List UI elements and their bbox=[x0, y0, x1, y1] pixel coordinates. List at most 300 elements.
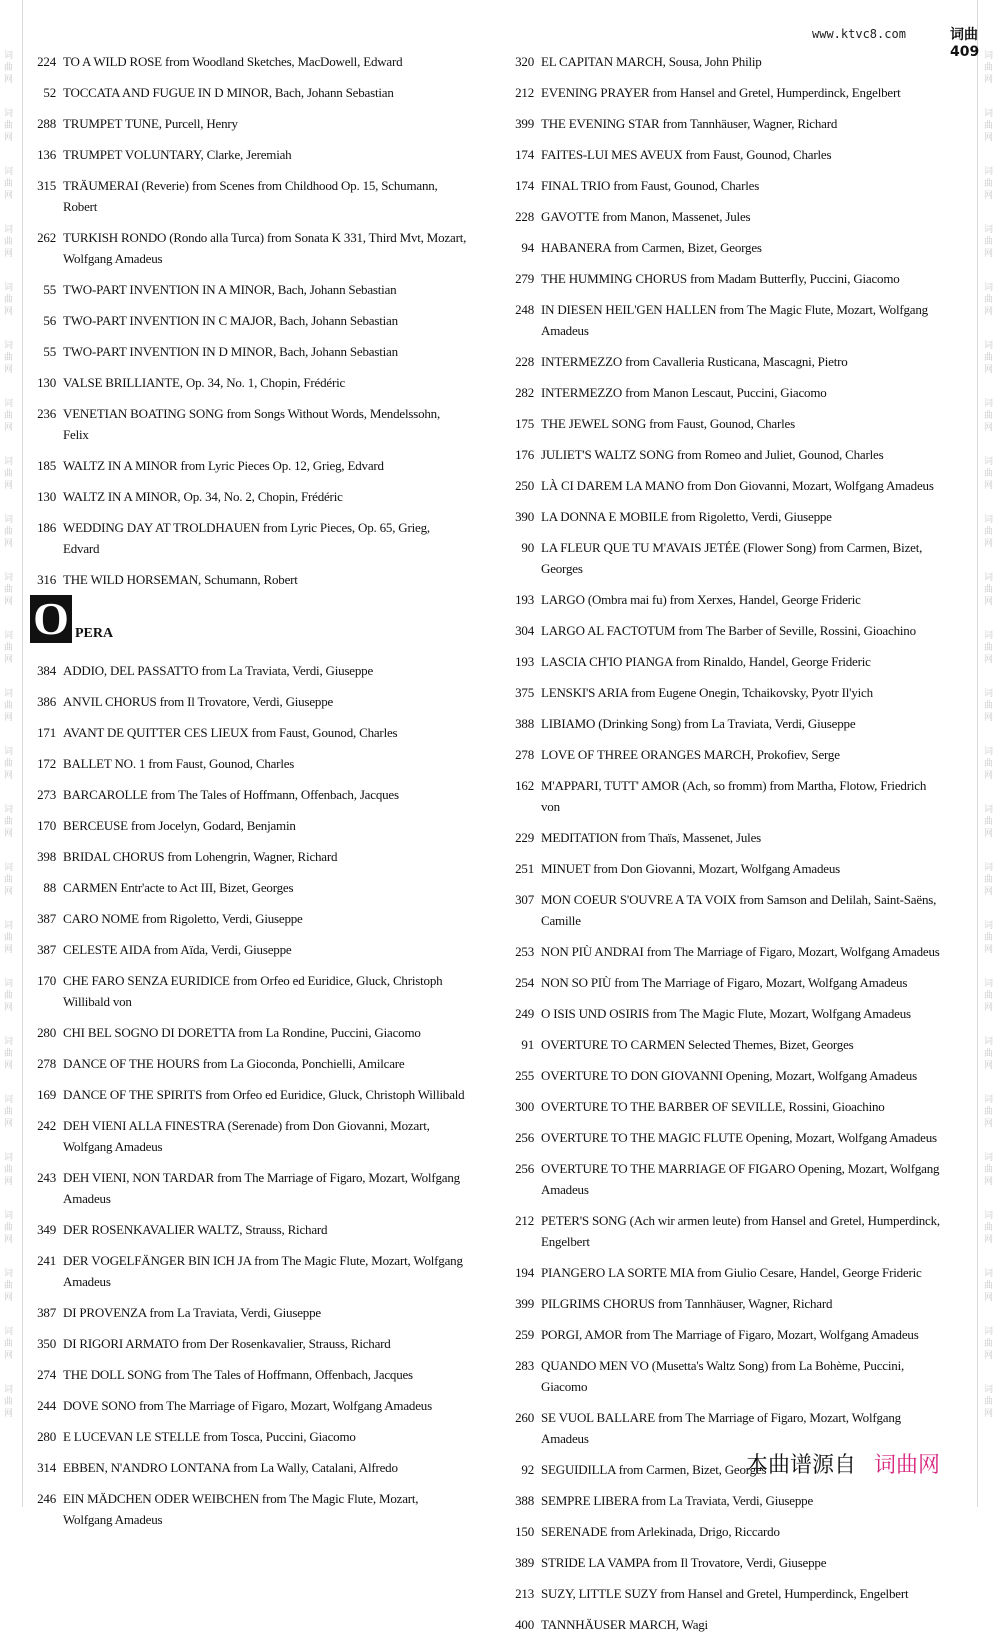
entry-page-number: 387 bbox=[37, 1305, 56, 1320]
entry-title: BARCAROLLE from The Tales of Hoffmann, Offenbach, Jacques bbox=[63, 787, 399, 802]
entry-title: DANCE OF THE HOURS from La Gioconda, Ponchielli, Amilcare bbox=[63, 1056, 405, 1071]
watermark-glyph: 词曲网 bbox=[4, 979, 14, 1013]
watermark-glyph: 词曲网 bbox=[4, 341, 14, 375]
watermark-glyph: 词曲网 bbox=[4, 689, 14, 723]
entry-title: HABANERA from Carmen, Bizet, Georges bbox=[541, 240, 762, 255]
index-entry bbox=[506, 620, 946, 641]
index-entry bbox=[506, 1127, 946, 1148]
entry-title: DANCE OF THE SPIRITS from Orfeo ed Euridice, Gluck, Christoph Willibald bbox=[63, 1087, 465, 1102]
watermark-glyph: 词曲网 bbox=[4, 457, 14, 491]
entry-page-number: 349 bbox=[37, 1222, 56, 1237]
entry-title: FAITES-LUI MES AVEUX from Faust, Gounod, Charles bbox=[541, 147, 832, 162]
watermark-glyph: 词曲网 bbox=[984, 457, 994, 491]
watermark-glyph: 词曲网 bbox=[984, 1153, 994, 1187]
index-entry bbox=[28, 310, 468, 331]
entry-page-number: 307 bbox=[515, 892, 534, 907]
watermark-glyph: 词曲网 bbox=[984, 341, 994, 375]
entry-page-number: 92 bbox=[521, 1462, 534, 1477]
left-watermark-strip bbox=[4, 50, 18, 1442]
entry-page-number: 248 bbox=[515, 302, 534, 317]
entry-title: BRIDAL CHORUS from Lohengrin, Wagner, Richard bbox=[63, 849, 338, 864]
drop-cap: O bbox=[30, 595, 72, 643]
entry-page-number: 176 bbox=[515, 447, 534, 462]
index-entry bbox=[28, 1250, 468, 1292]
index-entry bbox=[28, 1167, 468, 1209]
entry-page-number: 213 bbox=[515, 1586, 534, 1601]
entry-page-number: 243 bbox=[37, 1170, 56, 1185]
entry-title: VENETIAN BOATING SONG from Songs Without Words, Mendelssohn, Felix bbox=[63, 406, 441, 442]
watermark-glyph: 词曲网 bbox=[984, 863, 994, 897]
entry-page-number: 316 bbox=[37, 572, 56, 587]
entry-page-number: 212 bbox=[515, 85, 534, 100]
entry-page-number: 282 bbox=[515, 385, 534, 400]
entry-page-number: 88 bbox=[43, 880, 56, 895]
entry-page-number: 193 bbox=[515, 592, 534, 607]
entry-title: OVERTURE TO DON GIOVANNI Opening, Mozart, Wolfgang Amadeus bbox=[541, 1068, 917, 1083]
entry-page-number: 224 bbox=[37, 54, 56, 69]
entry-page-number: 244 bbox=[37, 1398, 56, 1413]
watermark-glyph: 词曲网 bbox=[984, 979, 994, 1013]
entry-page-number: 280 bbox=[37, 1429, 56, 1444]
entry-title: SEMPRE LIBERA from La Traviata, Verdi, Giuseppe bbox=[541, 1493, 814, 1508]
index-entry bbox=[506, 82, 946, 103]
entry-title: DER ROSENKAVALIER WALTZ, Strauss, Richard bbox=[63, 1222, 328, 1237]
entry-title: THE WILD HORSEMAN, Schumann, Robert bbox=[63, 572, 298, 587]
entry-page-number: 387 bbox=[37, 911, 56, 926]
index-entry bbox=[28, 82, 468, 103]
entry-title: TURKISH RONDO (Rondo alla Turca) from Sonata K 331, Third Mvt, Mozart, Wolfgang Amadeus bbox=[63, 230, 467, 266]
index-entry bbox=[506, 144, 946, 165]
entry-title: SEGUIDILLA from Carmen, Bizet, Georges bbox=[541, 1462, 767, 1477]
index-entry bbox=[506, 1407, 946, 1449]
watermark-glyph: 词曲网 bbox=[984, 689, 994, 723]
entry-title: DI RIGORI ARMATO from Der Rosenkavalier, Strauss, Richard bbox=[63, 1336, 391, 1351]
watermark-glyph: 词曲网 bbox=[984, 631, 994, 665]
right-margin bbox=[977, 0, 1000, 1507]
entry-page-number: 280 bbox=[37, 1025, 56, 1040]
entry-title: CHE FARO SENZA EURIDICE from Orfeo ed Euridice, Gluck, Christoph Willibald von bbox=[63, 973, 443, 1009]
index-entry bbox=[28, 939, 468, 960]
entry-page-number: 279 bbox=[515, 271, 534, 286]
index-entry bbox=[28, 784, 468, 805]
watermark-glyph: 词曲网 bbox=[4, 167, 14, 201]
entry-title: TWO-PART INVENTION IN D MINOR, Bach, Johann Sebastian bbox=[63, 344, 398, 359]
index-entry bbox=[506, 889, 946, 931]
watermark-glyph: 词曲网 bbox=[984, 1327, 994, 1361]
index-entry bbox=[28, 877, 468, 898]
index-entry bbox=[28, 341, 468, 362]
entry-page-number: 130 bbox=[37, 375, 56, 390]
entry-page-number: 386 bbox=[37, 694, 56, 709]
entry-title: LOVE OF THREE ORANGES MARCH, Prokofiev, Serge bbox=[541, 747, 840, 762]
index-entry bbox=[506, 1355, 946, 1397]
entry-page-number: 171 bbox=[37, 725, 56, 740]
entry-page-number: 249 bbox=[515, 1006, 534, 1021]
index-entry bbox=[28, 908, 468, 929]
entry-title: FINAL TRIO from Faust, Gounod, Charles bbox=[541, 178, 760, 193]
entry-title: EVENING PRAYER from Hansel and Gretel, Humperdinck, Engelbert bbox=[541, 85, 901, 100]
index-entry bbox=[506, 1262, 946, 1283]
entry-title: NON PIÙ ANDRAI from The Marriage of Figaro, Mozart, Wolfgang Amadeus bbox=[541, 944, 940, 959]
watermark-glyph: 词曲网 bbox=[984, 1037, 994, 1071]
entry-page-number: 150 bbox=[515, 1524, 534, 1539]
watermark-glyph: 词曲网 bbox=[984, 1211, 994, 1245]
index-entry bbox=[28, 753, 468, 774]
entry-title: LENSKI'S ARIA from Eugene Onegin, Tchaikovsky, Pyotr Il'yich bbox=[541, 685, 873, 700]
index-entry bbox=[506, 1552, 946, 1573]
opera-index-list bbox=[28, 660, 468, 1540]
page-number: 词曲409 bbox=[950, 27, 980, 60]
entry-page-number: 262 bbox=[37, 230, 56, 245]
entry-title: PILGRIMS CHORUS from Tannhäuser, Wagner, Richard bbox=[541, 1296, 833, 1311]
entry-title: LA FLEUR QUE TU M'AVAIS JETÉE (Flower Song) from Carmen, Bizet, Georges bbox=[541, 540, 923, 576]
index-entry bbox=[28, 970, 468, 1012]
watermark-glyph: 词曲网 bbox=[4, 1153, 14, 1187]
entry-title: ANVIL CHORUS from Il Trovatore, Verdi, Giuseppe bbox=[63, 694, 334, 709]
entry-page-number: 94 bbox=[521, 240, 534, 255]
entry-page-number: 194 bbox=[515, 1265, 534, 1280]
watermark-glyph: 词曲网 bbox=[4, 1327, 14, 1361]
entry-page-number: 283 bbox=[515, 1358, 534, 1373]
entry-title: JULIET'S WALTZ SONG from Romeo and Juliet, Gounod, Charles bbox=[541, 447, 884, 462]
entry-title: LASCIA CH'IO PIANGA from Rinaldo, Handel, George Frideric bbox=[541, 654, 871, 669]
index-entry bbox=[506, 589, 946, 610]
entry-page-number: 388 bbox=[515, 1493, 534, 1508]
watermark-glyph: 词曲网 bbox=[4, 283, 14, 317]
index-entry bbox=[28, 175, 468, 217]
entry-page-number: 255 bbox=[515, 1068, 534, 1083]
entry-page-number: 375 bbox=[515, 685, 534, 700]
index-entry bbox=[506, 744, 946, 765]
index-entry bbox=[28, 846, 468, 867]
entry-title: EL CAPITAN MARCH, Sousa, John Philip bbox=[541, 54, 762, 69]
entry-title: AVANT DE QUITTER CES LIEUX from Faust, Gounod, Charles bbox=[63, 725, 398, 740]
entry-title: OVERTURE TO THE MARRIAGE OF FIGARO Opening, Mozart, Wolfgang Amadeus bbox=[541, 1161, 940, 1197]
entry-page-number: 90 bbox=[521, 540, 534, 555]
entry-title: CHI BEL SOGNO DI DORETTA from La Rondine, Puccini, Giacomo bbox=[63, 1025, 421, 1040]
entry-title: E LUCEVAN LE STELLE from Tosca, Puccini, Giacomo bbox=[63, 1429, 356, 1444]
watermark-glyph: 词曲网 bbox=[4, 399, 14, 433]
watermark-glyph: 词曲网 bbox=[984, 167, 994, 201]
entry-page-number: 320 bbox=[515, 54, 534, 69]
index-entry bbox=[28, 1333, 468, 1354]
entry-page-number: 170 bbox=[37, 818, 56, 833]
entry-page-number: 172 bbox=[37, 756, 56, 771]
entry-title: THE JEWEL SONG from Faust, Gounod, Charles bbox=[541, 416, 795, 431]
entry-page-number: 273 bbox=[37, 787, 56, 802]
entry-page-number: 253 bbox=[515, 944, 534, 959]
entry-title: LÀ CI DAREM LA MANO from Don Giovanni, Mozart, Wolfgang Amadeus bbox=[541, 478, 934, 493]
entry-title: DEH VIENI, NON TARDAR from The Marriage of Figaro, Mozart, Wolfgang Amadeus bbox=[63, 1170, 460, 1206]
entry-title: THE EVENING STAR from Tannhäuser, Wagner, Richard bbox=[541, 116, 838, 131]
index-entry bbox=[506, 827, 946, 848]
entry-page-number: 175 bbox=[515, 416, 534, 431]
entry-title: SUZY, LITTLE SUZY from Hansel and Gretel, Humperdinck, Engelbert bbox=[541, 1586, 909, 1601]
footer-brand-link[interactable]: 词曲网 bbox=[874, 1453, 941, 1478]
entry-title: M'APPARI, TUTT' AMOR (Ach, so fromm) from Martha, Flotow, Friedrich von bbox=[541, 778, 927, 814]
index-entry bbox=[28, 569, 468, 590]
index-entry bbox=[506, 1521, 946, 1542]
entry-page-number: 300 bbox=[515, 1099, 534, 1114]
index-entry bbox=[28, 1053, 468, 1074]
entry-title: LA DONNA E MOBILE from Rigoletto, Verdi, Giuseppe bbox=[541, 509, 832, 524]
entry-page-number: 256 bbox=[515, 1161, 534, 1176]
index-entry bbox=[506, 1003, 946, 1024]
entry-page-number: 55 bbox=[43, 282, 56, 297]
entry-title: WALTZ IN A MINOR from Lyric Pieces Op. 12, Grieg, Edvard bbox=[63, 458, 384, 473]
entry-title: BALLET NO. 1 from Faust, Gounod, Charles bbox=[63, 756, 295, 771]
index-entry bbox=[506, 713, 946, 734]
index-entry bbox=[506, 537, 946, 579]
entry-title: TO A WILD ROSE from Woodland Sketches, MacDowell, Edward bbox=[63, 54, 403, 69]
site-url[interactable]: www.ktvc8.com bbox=[812, 27, 906, 41]
watermark-glyph: 词曲网 bbox=[4, 1385, 14, 1419]
right-watermark-strip bbox=[984, 50, 998, 1442]
entry-title: CELESTE AIDA from Aïda, Verdi, Giuseppe bbox=[63, 942, 292, 957]
index-entry bbox=[506, 382, 946, 403]
watermark-glyph: 词曲网 bbox=[4, 1269, 14, 1303]
entry-title: TRUMPET TUNE, Purcell, Henry bbox=[63, 116, 238, 131]
index-entry bbox=[28, 1488, 468, 1530]
index-entry bbox=[506, 444, 946, 465]
entry-title: MEDITATION from Thaïs, Massenet, Jules bbox=[541, 830, 762, 845]
watermark-glyph: 词曲网 bbox=[4, 805, 14, 839]
entry-title: EBBEN, N'ANDRO LONTANA from La Wally, Catalani, Alfredo bbox=[63, 1460, 398, 1475]
entry-title: DOVE SONO from The Marriage of Figaro, Mozart, Wolfgang Amadeus bbox=[63, 1398, 432, 1413]
entry-title: OVERTURE TO THE BARBER OF SEVILLE, Rossini, Gioachino bbox=[541, 1099, 885, 1114]
entry-title: THE DOLL SONG from The Tales of Hoffmann, Offenbach, Jacques bbox=[63, 1367, 413, 1382]
watermark-glyph: 词曲网 bbox=[984, 225, 994, 259]
entry-page-number: 288 bbox=[37, 116, 56, 131]
entry-title: GAVOTTE from Manon, Massenet, Jules bbox=[541, 209, 751, 224]
index-entry bbox=[506, 651, 946, 672]
index-entry bbox=[506, 1324, 946, 1345]
watermark-glyph: 词曲网 bbox=[984, 399, 994, 433]
entry-title: WEDDING DAY AT TROLDHAUEN from Lyric Pieces, Op. 65, Grieg, Edvard bbox=[63, 520, 430, 556]
entry-title: INTERMEZZO from Manon Lescaut, Puccini, Giacomo bbox=[541, 385, 827, 400]
entry-page-number: 174 bbox=[515, 178, 534, 193]
watermark-glyph: 词曲网 bbox=[4, 515, 14, 549]
index-entry bbox=[28, 1426, 468, 1447]
watermark-glyph: 词曲网 bbox=[4, 109, 14, 143]
index-entry bbox=[28, 1115, 468, 1157]
entry-page-number: 315 bbox=[37, 178, 56, 193]
watermark-glyph: 词曲网 bbox=[4, 573, 14, 607]
entry-page-number: 260 bbox=[515, 1410, 534, 1425]
opera-section-heading bbox=[30, 595, 113, 643]
watermark-glyph: 词曲网 bbox=[984, 51, 994, 85]
index-entry bbox=[506, 775, 946, 817]
entry-page-number: 136 bbox=[37, 147, 56, 162]
index-entry bbox=[506, 175, 946, 196]
entry-title: PETER'S SONG (Ach wir armen leute) from Hansel and Gretel, Humperdinck, Engelbert bbox=[541, 1213, 940, 1249]
index-entry bbox=[506, 1065, 946, 1086]
entry-title: TRUMPET VOLUNTARY, Clarke, Jeremiah bbox=[63, 147, 292, 162]
index-entry bbox=[28, 1219, 468, 1240]
watermark-glyph: 词曲网 bbox=[984, 573, 994, 607]
index-entry bbox=[28, 1084, 468, 1105]
entry-title: STRIDE LA VAMPA from Il Trovatore, Verdi, Giuseppe bbox=[541, 1555, 827, 1570]
entry-page-number: 52 bbox=[43, 85, 56, 100]
index-entry bbox=[506, 351, 946, 372]
entry-page-number: 229 bbox=[515, 830, 534, 845]
entry-title: NON SO PIÙ from The Marriage of Figaro, Mozart, Wolfgang Amadeus bbox=[541, 975, 908, 990]
entry-title: O ISIS UND OSIRIS from The Magic Flute, Mozart, Wolfgang Amadeus bbox=[541, 1006, 911, 1021]
entry-page-number: 389 bbox=[515, 1555, 534, 1570]
entry-title: OVERTURE TO CARMEN Selected Themes, Bizet, Georges bbox=[541, 1037, 854, 1052]
entry-title: MON COEUR S'OUVRE A TA VOIX from Samson and Delilah, Saint-Saëns, Camille bbox=[541, 892, 937, 928]
index-entry bbox=[506, 475, 946, 496]
watermark-glyph: 词曲网 bbox=[984, 515, 994, 549]
entry-page-number: 241 bbox=[37, 1253, 56, 1268]
index-entry bbox=[28, 144, 468, 165]
left-index-list bbox=[28, 51, 468, 600]
index-entry bbox=[506, 1614, 946, 1635]
watermark-glyph: 词曲网 bbox=[4, 1037, 14, 1071]
watermark-glyph: 词曲网 bbox=[984, 1269, 994, 1303]
watermark-glyph: 词曲网 bbox=[4, 225, 14, 259]
entry-title: IN DIESEN HEIL'GEN HALLEN from The Magic Flute, Mozart, Wolfgang Amadeus bbox=[541, 302, 928, 338]
index-entry bbox=[506, 1583, 946, 1604]
watermark-glyph: 词曲网 bbox=[984, 1095, 994, 1129]
entry-page-number: 130 bbox=[37, 489, 56, 504]
watermark-glyph: 词曲网 bbox=[984, 747, 994, 781]
watermark-glyph: 词曲网 bbox=[4, 863, 14, 897]
index-entry bbox=[28, 113, 468, 134]
heading-rest: PERA bbox=[75, 626, 114, 641]
index-entry bbox=[28, 51, 468, 72]
entry-page-number: 170 bbox=[37, 973, 56, 988]
entry-title: PIANGERO LA SORTE MIA from Giulio Cesare, Handel, George Frideric bbox=[541, 1265, 922, 1280]
entry-page-number: 399 bbox=[515, 1296, 534, 1311]
entry-page-number: 259 bbox=[515, 1327, 534, 1342]
watermark-glyph: 词曲网 bbox=[4, 631, 14, 665]
index-entry bbox=[506, 51, 946, 72]
index-entry bbox=[506, 113, 946, 134]
entry-page-number: 384 bbox=[37, 663, 56, 678]
index-entry bbox=[506, 1034, 946, 1055]
entry-page-number: 185 bbox=[37, 458, 56, 473]
entry-title: LIBIAMO (Drinking Song) from La Traviata, Verdi, Giuseppe bbox=[541, 716, 856, 731]
entry-title: DEH VIENI ALLA FINESTRA (Serenade) from Don Giovanni, Mozart, Wolfgang Amadeus bbox=[63, 1118, 430, 1154]
entry-title: OVERTURE TO THE MAGIC FLUTE Opening, Mozart, Wolfgang Amadeus bbox=[541, 1130, 937, 1145]
footer-brand bbox=[746, 1448, 940, 1479]
index-entry bbox=[28, 815, 468, 836]
entry-page-number: 304 bbox=[515, 623, 534, 638]
watermark-glyph: 词曲网 bbox=[984, 109, 994, 143]
left-margin bbox=[0, 0, 23, 1507]
index-entry bbox=[28, 279, 468, 300]
index-entry bbox=[506, 1490, 946, 1511]
entry-page-number: 186 bbox=[37, 520, 56, 535]
index-entry bbox=[506, 206, 946, 227]
watermark-glyph: 词曲网 bbox=[984, 921, 994, 955]
entry-page-number: 314 bbox=[37, 1460, 56, 1475]
entry-page-number: 236 bbox=[37, 406, 56, 421]
index-entry bbox=[506, 506, 946, 527]
index-entry bbox=[28, 660, 468, 681]
entry-title: TRÄUMERAI (Reverie) from Scenes from Childhood Op. 15, Schumann, Robert bbox=[63, 178, 438, 214]
entry-page-number: 400 bbox=[515, 1617, 534, 1632]
entry-page-number: 55 bbox=[43, 344, 56, 359]
entry-page-number: 228 bbox=[515, 209, 534, 224]
entry-title: DI PROVENZA from La Traviata, Verdi, Giuseppe bbox=[63, 1305, 321, 1320]
entry-page-number: 242 bbox=[37, 1118, 56, 1133]
entry-title: VALSE BRILLIANTE, Op. 34, No. 1, Chopin, Frédéric bbox=[63, 375, 346, 390]
watermark-glyph: 词曲网 bbox=[4, 1095, 14, 1129]
index-entry bbox=[506, 268, 946, 289]
index-entry bbox=[28, 455, 468, 476]
index-entry bbox=[506, 682, 946, 703]
entry-title: THE HUMMING CHORUS from Madam Butterfly, Puccini, Giacomo bbox=[541, 271, 900, 286]
entry-page-number: 250 bbox=[515, 478, 534, 493]
watermark-glyph: 词曲网 bbox=[4, 921, 14, 955]
entry-page-number: 56 bbox=[43, 313, 56, 328]
entry-page-number: 350 bbox=[37, 1336, 56, 1351]
entry-page-number: 169 bbox=[37, 1087, 56, 1102]
index-entry bbox=[506, 299, 946, 341]
index-entry bbox=[28, 1395, 468, 1416]
entry-title: PORGI, AMOR from The Marriage of Figaro, Mozart, Wolfgang Amadeus bbox=[541, 1327, 919, 1342]
entry-title: TANNHÄUSER MARCH, Wagi bbox=[541, 1617, 708, 1632]
index-entry bbox=[506, 1293, 946, 1314]
entry-page-number: 399 bbox=[515, 116, 534, 131]
entry-page-number: 256 bbox=[515, 1130, 534, 1145]
entry-title: TWO-PART INVENTION IN C MAJOR, Bach, Johann Sebastian bbox=[63, 313, 398, 328]
entry-title: EIN MÄDCHEN ODER WEIBCHEN from The Magic Flute, Mozart, Wolfgang Amadeus bbox=[63, 1491, 419, 1527]
entry-page-number: 388 bbox=[515, 716, 534, 731]
index-entry bbox=[28, 722, 468, 743]
index-entry bbox=[28, 1457, 468, 1478]
index-entry bbox=[506, 972, 946, 993]
index-entry bbox=[506, 1210, 946, 1252]
index-entry bbox=[28, 1302, 468, 1323]
index-entry bbox=[506, 858, 946, 879]
entry-page-number: 228 bbox=[515, 354, 534, 369]
index-entry bbox=[28, 1022, 468, 1043]
index-entry bbox=[506, 413, 946, 434]
index-entry bbox=[28, 486, 468, 507]
entry-page-number: 387 bbox=[37, 942, 56, 957]
index-entry bbox=[28, 1364, 468, 1385]
entry-page-number: 212 bbox=[515, 1213, 534, 1228]
index-entry bbox=[506, 1096, 946, 1117]
index-entry bbox=[506, 1158, 946, 1200]
watermark-glyph: 词曲网 bbox=[984, 805, 994, 839]
entry-page-number: 162 bbox=[515, 778, 534, 793]
entry-page-number: 274 bbox=[37, 1367, 56, 1382]
watermark-glyph: 词曲网 bbox=[4, 51, 14, 85]
entry-title: INTERMEZZO from Cavalleria Rusticana, Mascagni, Pietro bbox=[541, 354, 848, 369]
entry-page-number: 278 bbox=[515, 747, 534, 762]
entry-title: BERCEUSE from Jocelyn, Godard, Benjamin bbox=[63, 818, 296, 833]
entry-page-number: 91 bbox=[521, 1037, 534, 1052]
watermark-glyph: 词曲网 bbox=[984, 1385, 994, 1419]
entry-title: CARO NOME from Rigoletto, Verdi, Giuseppe bbox=[63, 911, 303, 926]
entry-title: CARMEN Entr'acte to Act III, Bizet, Georges bbox=[63, 880, 294, 895]
entry-page-number: 278 bbox=[37, 1056, 56, 1071]
entry-page-number: 254 bbox=[515, 975, 534, 990]
entry-title: LARGO (Ombra mai fu) from Xerxes, Handel, George Frideric bbox=[541, 592, 861, 607]
entry-title: MINUET from Don Giovanni, Mozart, Wolfgang Amadeus bbox=[541, 861, 840, 876]
watermark-glyph: 词曲网 bbox=[4, 1211, 14, 1245]
entry-page-number: 193 bbox=[515, 654, 534, 669]
footer-source-text: 本曲谱源自 bbox=[746, 1453, 857, 1478]
index-entry bbox=[506, 941, 946, 962]
entry-title: WALTZ IN A MINOR, Op. 34, No. 2, Chopin, Frédéric bbox=[63, 489, 343, 504]
entry-page-number: 251 bbox=[515, 861, 534, 876]
entry-title: TWO-PART INVENTION IN A MINOR, Bach, Johann Sebastian bbox=[63, 282, 397, 297]
